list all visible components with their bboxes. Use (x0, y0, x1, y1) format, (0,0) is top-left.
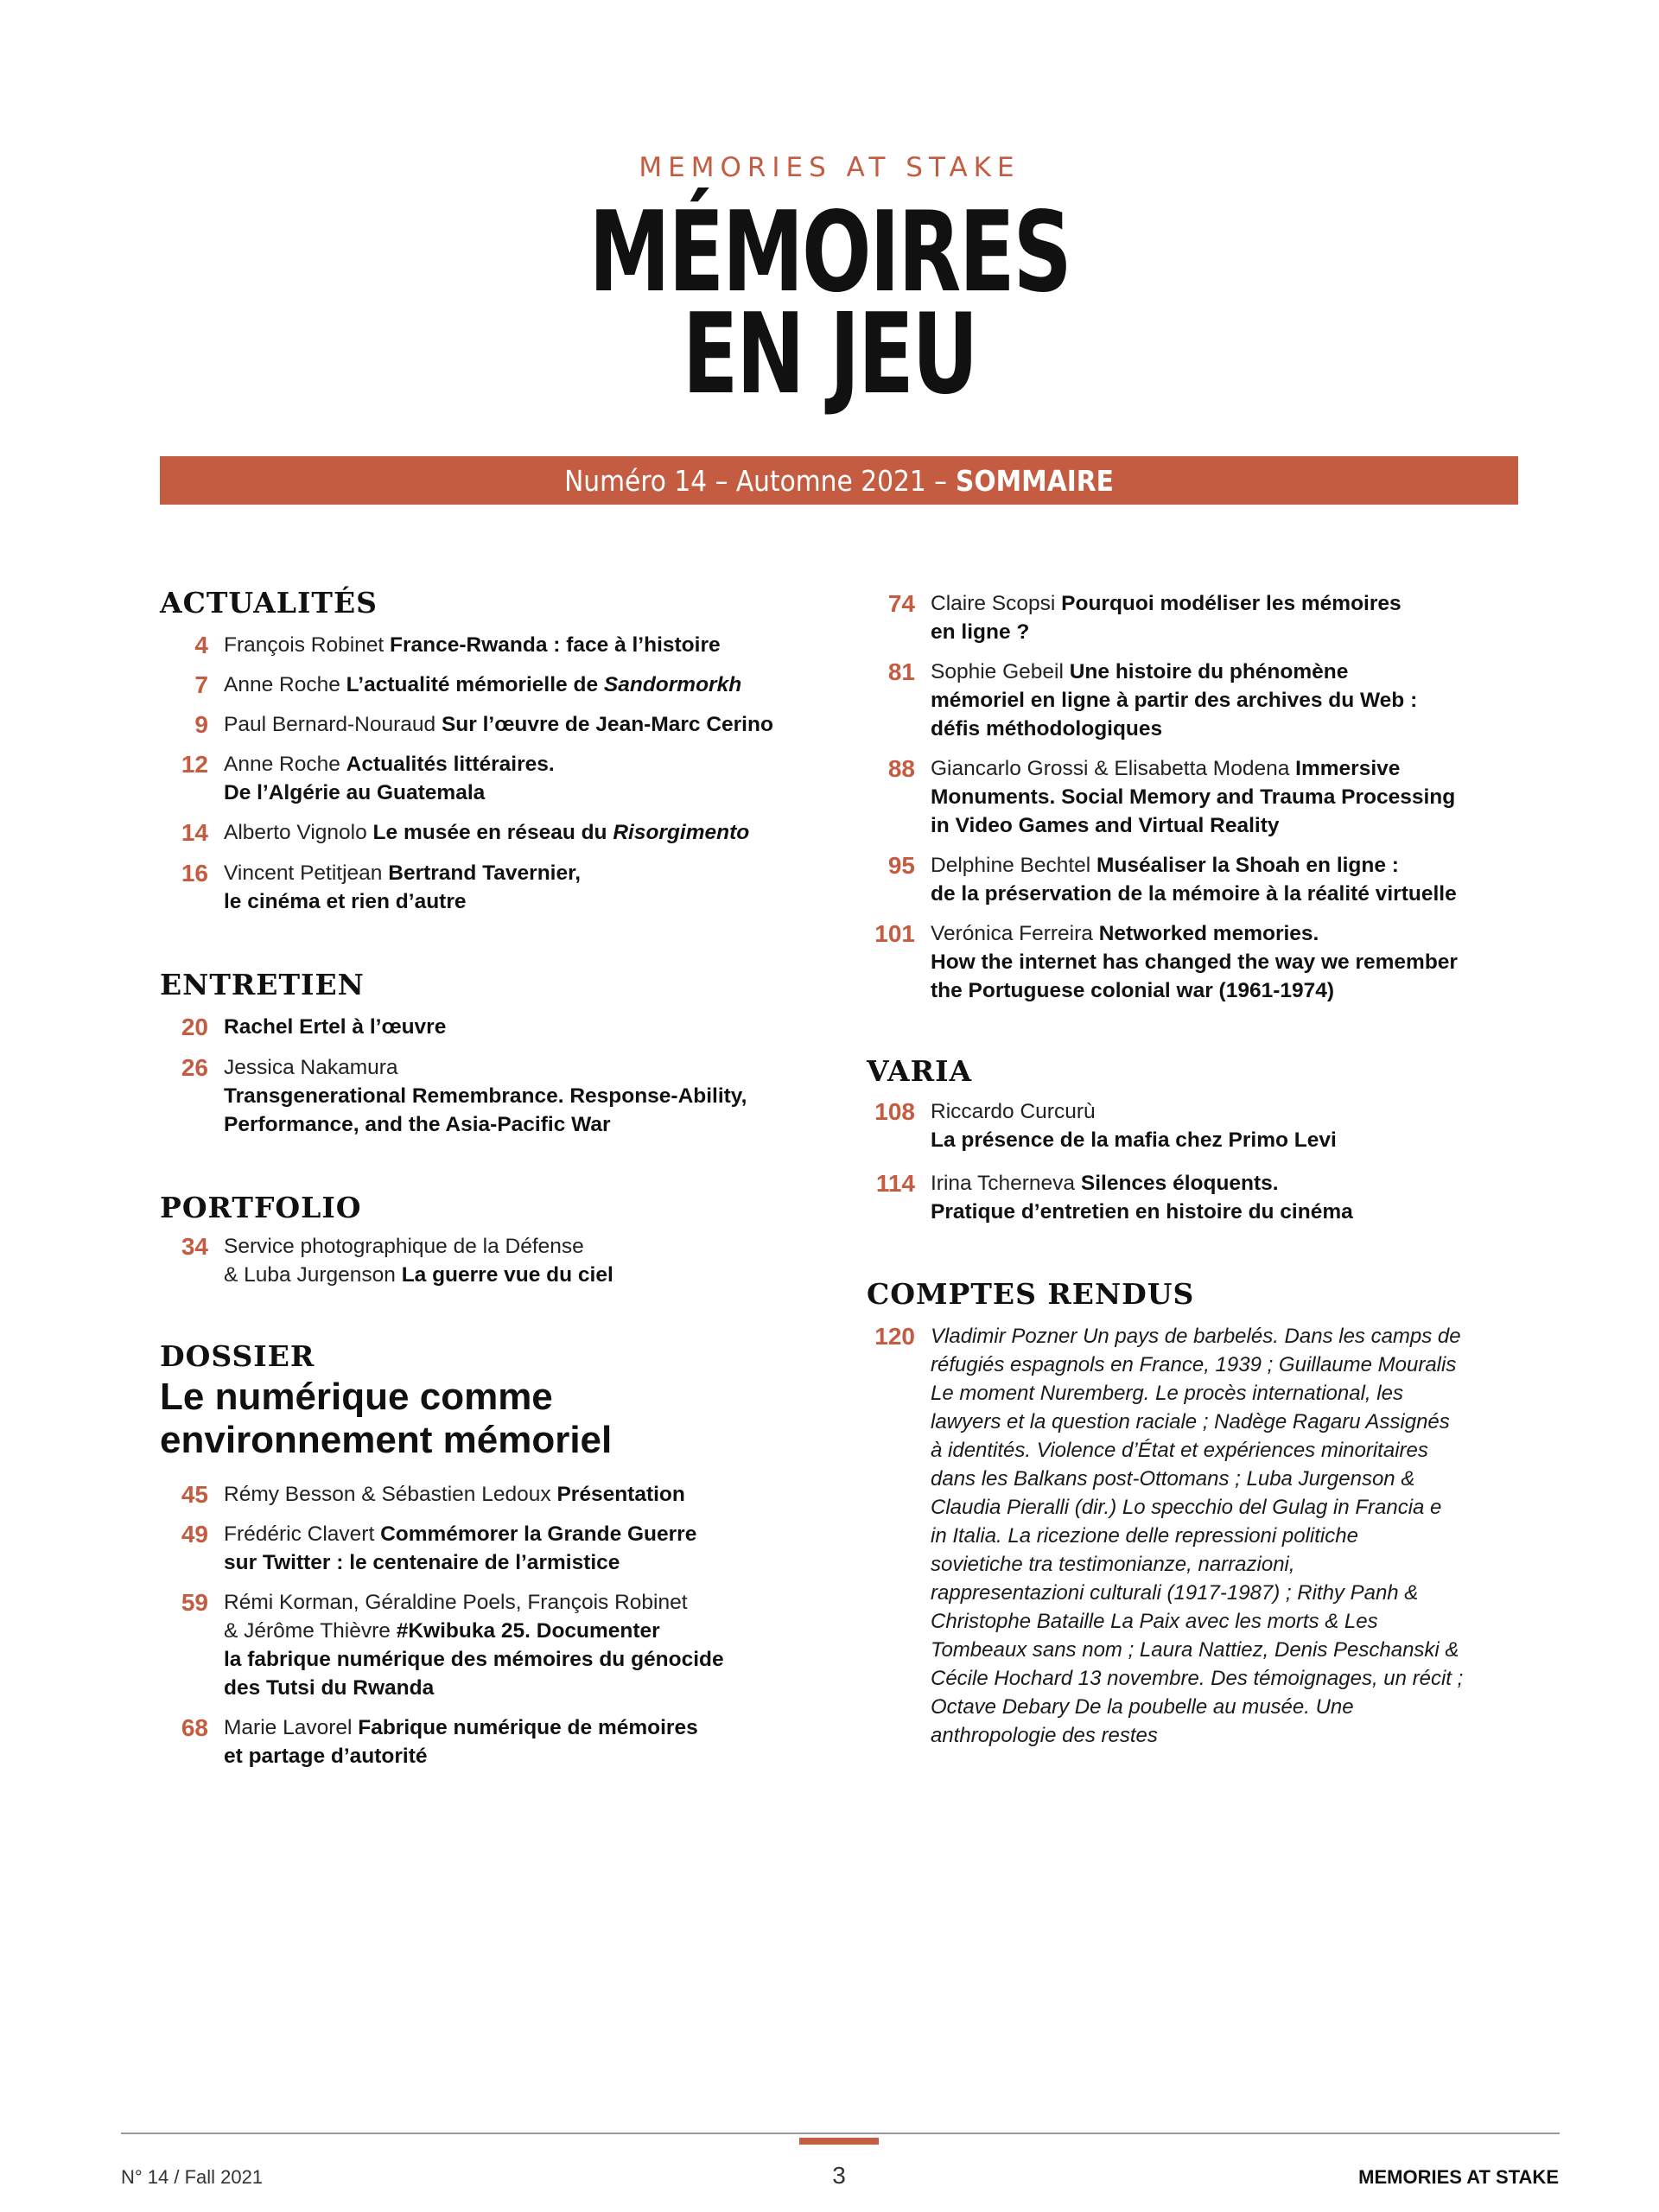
entry-author: Anne Roche (224, 673, 340, 696)
entry-author: Vincent Petitjean (224, 861, 383, 885)
page-number: 9 (194, 711, 208, 738)
section-dossier: DOSSIER (160, 1339, 315, 1373)
entry-title: Le musée en réseau du (372, 821, 607, 844)
entry-author: Claire Scopsi (931, 592, 1056, 615)
entry-title-line2: en ligne ? (931, 620, 1030, 644)
entry-author: Verónica Ferreira (931, 922, 1093, 945)
review-line: Le moment Nuremberg. Le procès international, les (931, 1382, 1403, 1405)
entry-title-line2: et partage d’autorité (224, 1745, 428, 1768)
toc-entry[interactable] (160, 859, 851, 916)
toc-entry[interactable] (160, 710, 851, 739)
entry-author: Rémi Korman, Géraldine Poels, François Robinet (224, 1591, 688, 1614)
entry-title: Fabrique numérique de mémoires (358, 1716, 698, 1739)
entry-title-line3: des Tutsi du Rwanda (224, 1676, 435, 1700)
entry-title: Pourquoi modéliser les mémoires (1061, 592, 1402, 615)
footer-divider (121, 2133, 1560, 2134)
entry-title: La présence de la mafia chez Primo Levi (931, 1128, 1337, 1152)
issue-banner (160, 456, 1518, 505)
entry-title-line2: Performance, and the Asia-Pacific War (224, 1113, 611, 1136)
page-number: 68 (181, 1714, 208, 1741)
review-line: sovietiche tra testimonianze, narrazioni, (931, 1553, 1295, 1576)
entry-title: Actualités littéraires. (346, 753, 555, 776)
toc-entry[interactable] (867, 1169, 1523, 1226)
entry-author: Delphine Bechtel (931, 854, 1091, 877)
page-number: 88 (887, 755, 915, 782)
entry-title-line2: le cinéma et rien d’autre (224, 890, 467, 913)
footer-page-number: 3 (832, 2162, 846, 2189)
entry-title: Transgenerational Remembrance. Response-Ability, (224, 1084, 747, 1108)
entry-author: Service photographique de la Défense (224, 1235, 584, 1258)
sommaire-label: SOMMAIRE (956, 463, 1114, 498)
entry-author: Paul Bernard-Nouraud (224, 713, 436, 736)
review-line: Vladimir Pozner Un pays de barbelés. Dans les camps de (931, 1325, 1461, 1348)
entry-title-line2: mémoriel en ligne à partir des archives du Web : (931, 689, 1418, 712)
page-number: 74 (887, 590, 915, 617)
page-number: 59 (181, 1589, 208, 1616)
entry-title: Une histoire du phénomène (1069, 660, 1349, 683)
entry-author-line2: & Luba Jurgenson (224, 1263, 396, 1287)
dossier-title-line1: Le numérique comme (160, 1376, 553, 1418)
dossier-title (160, 1376, 612, 1462)
toc-entry[interactable] (867, 851, 1523, 908)
entry-title: Présentation (556, 1483, 685, 1506)
footer-journal-name: MEMORIES AT STAKE (1358, 2166, 1559, 2188)
entry-title: Bertrand Tavernier, (388, 861, 582, 885)
entry-author: Giancarlo Grossi & Elisabetta Modena (931, 757, 1290, 780)
entry-title: Immersive (1295, 757, 1401, 780)
review-line: in Italia. La ricezione delle repressioni politiche (931, 1524, 1358, 1548)
entry-title-line2: de la préservation de la mémoire à la réalité virtuelle (931, 882, 1457, 906)
toc-entry[interactable] (160, 1013, 851, 1041)
issue-label: Numéro 14 – Automne 2021 – (564, 463, 947, 498)
page-number: 108 (874, 1098, 915, 1125)
entry-author: Anne Roche (224, 753, 340, 776)
review-line: Tombeaux sans nom ; Laura Nattiez, Denis Peschanski & (931, 1638, 1459, 1662)
entry-title: Commémorer la Grande Guerre (380, 1522, 697, 1546)
entry-author: Jessica Nakamura (224, 1056, 398, 1079)
page-number: 45 (181, 1481, 208, 1508)
entry-title-line2: Monuments. Social Memory and Trauma Processing (931, 785, 1456, 809)
entry-title: Sur l’œuvre de Jean-Marc Cerino (441, 713, 773, 736)
page-number: 101 (874, 920, 915, 947)
toc-entry[interactable] (160, 818, 851, 847)
page-number: 49 (181, 1521, 208, 1548)
review-line: Christophe Bataille La Paix avec les morts & Les (931, 1610, 1378, 1633)
section-actualites: ACTUALITÉS (160, 586, 378, 620)
toc-entry[interactable] (867, 658, 1523, 743)
page-number: 120 (874, 1323, 915, 1350)
review-line: rappresentazioni culturali (1917-1987) ; Rithy Panh & (931, 1581, 1419, 1605)
entry-author: Riccardo Curcurù (931, 1100, 1096, 1123)
toc-entry[interactable] (160, 1588, 851, 1702)
page-number: 95 (887, 852, 915, 879)
page-number: 16 (181, 860, 208, 887)
review-line: Cécile Hochard 13 novembre. Des témoignages, un récit ; (931, 1667, 1464, 1690)
entry-author: Marie Lavorel (224, 1716, 353, 1739)
page-number: 114 (875, 1170, 915, 1197)
toc-entry[interactable] (160, 631, 851, 659)
entry-title-line2: Pratique d’entretien en histoire du cinéma (931, 1200, 1353, 1224)
toc-entry[interactable] (867, 1097, 1523, 1154)
entry-title-italic: Risorgimento (613, 821, 750, 844)
entry-author: Sophie Gebeil (931, 660, 1064, 683)
entry-author: François Robinet (224, 633, 385, 657)
comptes-rendus-text (931, 1322, 1523, 1750)
entry-title: Muséaliser la Shoah en ligne : (1096, 854, 1399, 877)
review-line: Claudia Pieralli (dir.) Lo specchio del Gulag in Francia e (931, 1496, 1442, 1519)
entry-author: Frédéric Clavert (224, 1522, 375, 1546)
review-line: anthropologie des restes (931, 1724, 1158, 1747)
entry-title: Silences éloquents. (1080, 1172, 1279, 1195)
review-line: Octave Debary De la poubelle au musée. Une (931, 1695, 1354, 1719)
entry-author: Alberto Vignolo (224, 821, 367, 844)
entry-author-line2: & Jérôme Thièvre (224, 1619, 391, 1643)
toc-entry[interactable] (867, 589, 1523, 646)
dossier-title-line2: environnement mémoriel (160, 1419, 613, 1461)
toc-entry[interactable] (867, 919, 1523, 1005)
entry-title-line2: De l’Algérie au Guatemala (224, 781, 486, 804)
footer-issue: N° 14 / Fall 2021 (121, 2166, 264, 2188)
entry-title-line2: sur Twitter : le centenaire de l’armistice (224, 1551, 620, 1574)
page-number: 4 (194, 632, 208, 658)
journal-title (216, 188, 1444, 419)
review-line: lawyers et la question raciale ; Nadège Ragaru Assignés (931, 1410, 1450, 1433)
entry-title: Rachel Ertel à l’œuvre (224, 1015, 447, 1039)
toc-entry[interactable] (160, 1520, 851, 1577)
section-varia: VARIA (867, 1054, 973, 1088)
entry-author: Rémy Besson & Sébastien Ledoux (224, 1483, 551, 1506)
section-comptes-rendus: COMPTES RENDUS (867, 1277, 1195, 1311)
toc-entry[interactable] (160, 1053, 851, 1139)
entry-title-line2: How the internet has changed the way we remember (931, 950, 1458, 974)
journal-title-line2: EN JEU (682, 290, 977, 419)
review-line: à identités. Violence d’État et expériences minoritaires (931, 1439, 1428, 1462)
entry-title-line3: défis méthodologiques (931, 717, 1163, 741)
footer-accent-bar (799, 2138, 879, 2145)
entry-title-italic: Sandormorkh (603, 673, 742, 696)
entry-title-line2: la fabrique numérique des mémoires du génocide (224, 1648, 724, 1671)
entry-title: La guerre vue du ciel (401, 1263, 613, 1287)
entry-title: L’actualité mémorielle de (346, 673, 599, 696)
toc-entry[interactable] (160, 750, 851, 807)
entry-title: #Kwibuka 25. Documenter (396, 1619, 660, 1643)
toc-entry[interactable] (867, 754, 1523, 840)
page-number: 20 (181, 1014, 208, 1040)
toc-entry[interactable] (160, 1480, 851, 1509)
page-number: 34 (181, 1233, 208, 1260)
page-number: 7 (194, 671, 208, 698)
entry-title-line3: in Video Games and Virtual Reality (931, 814, 1280, 837)
entry-title: France-Rwanda : face à l’histoire (390, 633, 721, 657)
entry-title-line3: the Portuguese colonial war (1961-1974) (931, 979, 1335, 1002)
entry-title: Networked memories. (1098, 922, 1319, 945)
toc-entry[interactable] (160, 1713, 851, 1770)
journal-subtitle: MEMORIES AT STAKE (639, 152, 1020, 183)
page-number: 26 (181, 1054, 208, 1081)
journal-title-line1: MÉMOIRES (588, 188, 1071, 317)
page-number: 14 (181, 819, 208, 846)
section-portfolio: PORTFOLIO (160, 1191, 362, 1224)
toc-entry[interactable] (867, 1322, 1523, 1750)
section-entretien: ENTRETIEN (160, 968, 365, 1001)
toc-entry[interactable] (160, 1232, 851, 1289)
entry-author: Irina Tcherneva (931, 1172, 1076, 1195)
review-line: réfugiés espagnols en France, 1939 ; Guillaume Mouralis (931, 1353, 1457, 1376)
toc-entry[interactable] (160, 671, 851, 699)
review-line: dans les Balkans post-Ottomans ; Luba Jurgenson & (931, 1467, 1415, 1491)
page-number: 12 (181, 751, 208, 778)
page-number: 81 (887, 658, 915, 685)
